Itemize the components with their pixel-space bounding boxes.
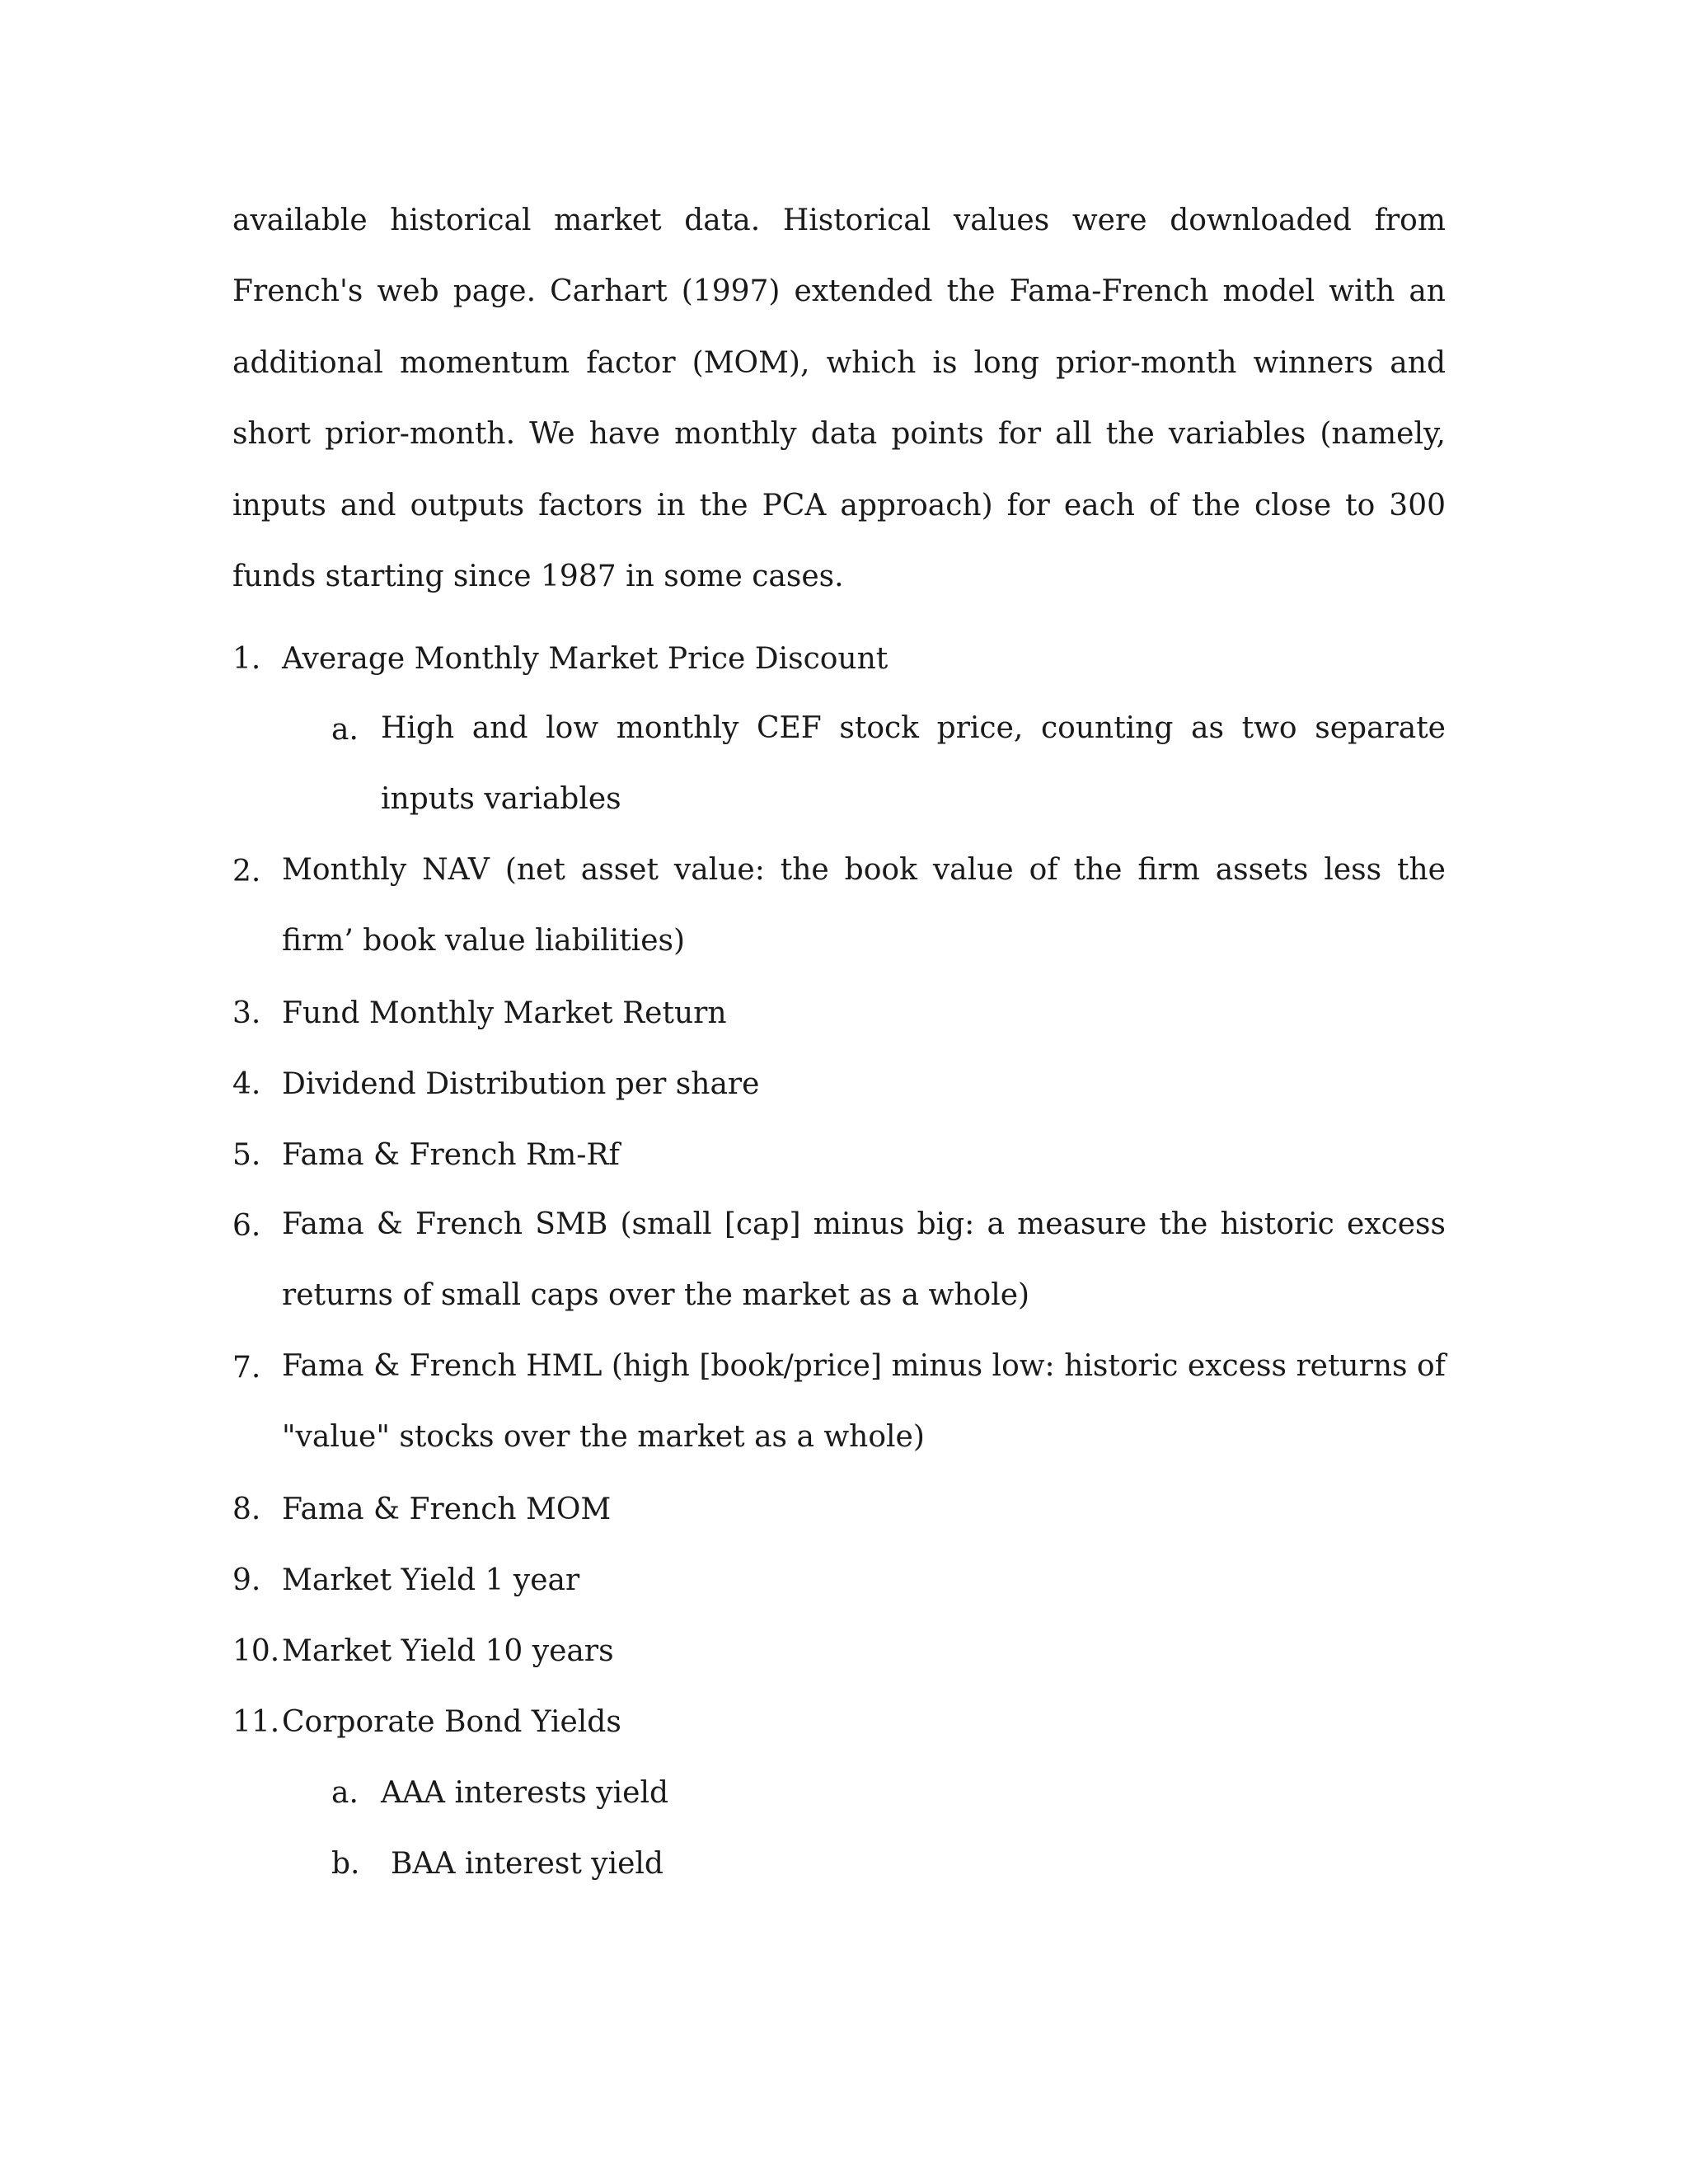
list-item-number: 9. [232, 1563, 261, 1597]
list-item-number: 6. [232, 1209, 261, 1243]
list-subitem-text: AAA interests yield [381, 1776, 668, 1810]
list-item-text: Market Yield 10 years [282, 1634, 614, 1668]
list-item-text: Corporate Bond Yields [282, 1705, 621, 1739]
list-item-text: Monthly NAV (net asset value: the book value of the firm assets less the firm’ book value liabilities) [282, 853, 1446, 958]
list-item-number: 11. [232, 1705, 280, 1739]
list-subitem-text: High and low monthly CEF stock price, counting as two separate inputs variables [381, 711, 1446, 817]
list-item-number: 5. [232, 1138, 261, 1172]
list-subitem-letter: a. [331, 1776, 359, 1810]
list-item-text: Market Yield 1 year [282, 1563, 580, 1597]
list-item-text: Fund Monthly Market Return [282, 996, 727, 1030]
list-item-text: Fama & French MOM [282, 1493, 612, 1526]
list-item-text: Average Monthly Market Price Discount [282, 642, 889, 676]
list-item-number: 2. [232, 855, 261, 888]
list-item-number: 4. [232, 1067, 261, 1101]
list-item-number: 10. [232, 1634, 280, 1668]
intro-paragraph: available historical market data. Historical values were downloaded from French's web page. Carhart (1997) extended the Fama-French model with an additional momentum factor (MOM), which is long prior-month winners and short prior-month. We have monthly data points for all the variables (namely, inputs and outputs factors in the PCA approach) for each of the close to 300 funds starting since 1987 in some cases. [232, 204, 1446, 594]
list-item-number: 8. [232, 1493, 261, 1526]
list-item-text: Fama & French Rm-Rf [282, 1138, 620, 1172]
list-item-text: Fama & French SMB (small [cap] minus big: a measure the historic excess returns of small caps over the market as a whole) [282, 1207, 1446, 1313]
list-subitem-letter: a. [331, 713, 359, 747]
list-item-text: Fama & French HML (high [book/price] minus low: historic excess returns of "value" stocks over the market as a whole) [282, 1349, 1446, 1455]
list-item-number: 3. [232, 996, 261, 1030]
list-subitem-text: BAA interest yield [391, 1847, 663, 1881]
list-item-number: 7. [232, 1351, 261, 1385]
list-item-number: 1. [232, 642, 261, 676]
list-subitem-letter: b. [331, 1847, 360, 1881]
list-item-text: Dividend Distribution per share [282, 1067, 760, 1101]
